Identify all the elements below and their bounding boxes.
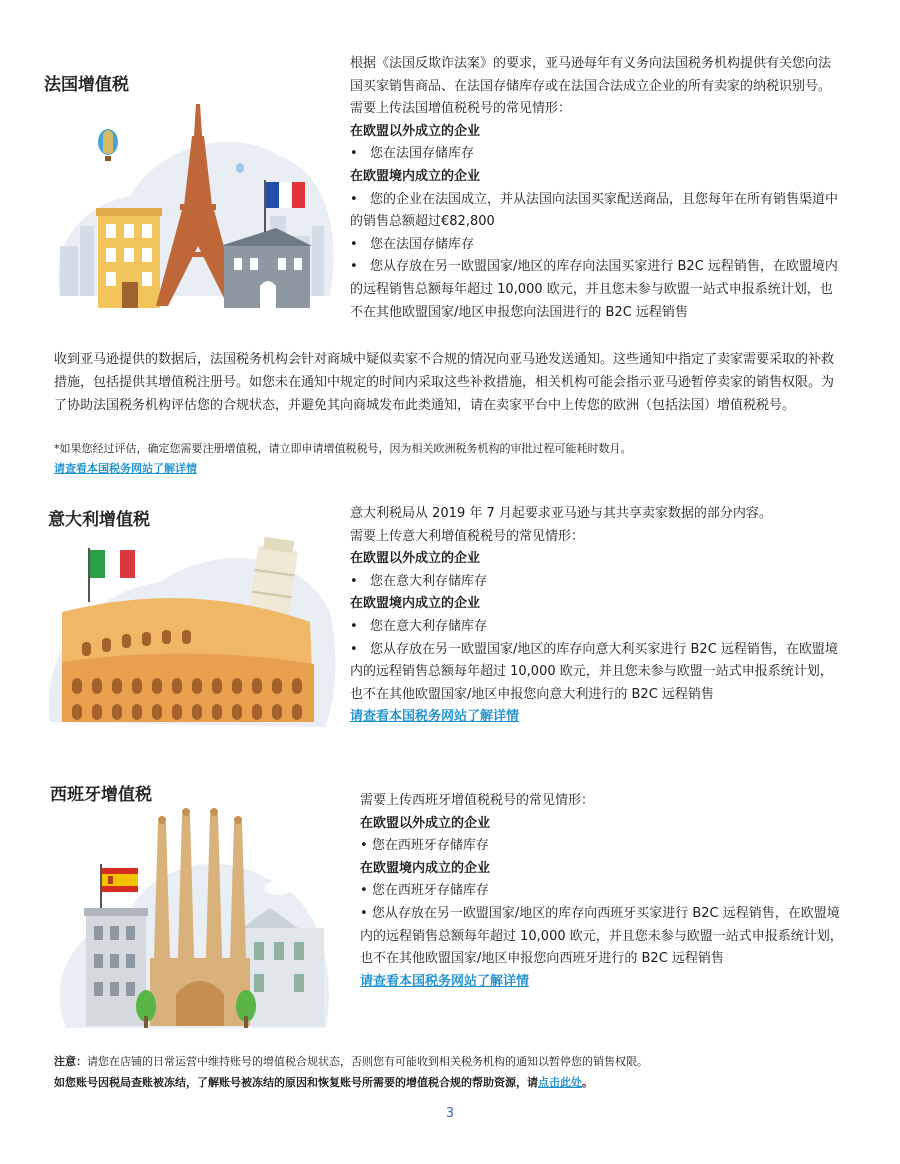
spain-illustration [46,808,338,1034]
list-item: • 您在意大利存储库存 [350,573,488,589]
list-item: • 您在法国存储库存 [350,236,475,252]
spain-intro-line: 需要上传西班牙增值税税号的常见情形： [360,793,595,808]
france-outside-eu-heading: 在欧盟以外成立的企业 [350,123,481,139]
spain-flag-icon [100,864,138,908]
france-text-column [350,53,860,324]
list-item: • 您在法国存储库存 [350,146,475,162]
list-item-continuation: 不在其他欧盟国家/地区申报您向法国进行的 B2C 远程销售 [350,304,688,320]
list-item-continuation: 的销售总额超过€82,800 [350,214,495,230]
italy-inside-eu-heading: 在欧盟境内成立的企业 [350,596,481,612]
click-here-link[interactable]: 点击此处 [538,1076,582,1089]
compliance-note [54,1051,648,1073]
note-text: 请您在店铺的日常运营中维持账号的增值税合规状态，否则您有可能收到相关税务机构的通知以暂停您的销售权限。 [87,1055,648,1068]
list-item: • 您从存放在另一欧盟国家/地区的库存向意大利买家进行 B2C 远程销售，在欧盟境 [350,641,838,657]
italy-intro-line: 意大利税局从 2019 年 7 月起要求亚马逊与其共享卖家数据的部分内容。 [350,506,772,521]
france-intro-line: 国买家销售商品、在法国存储库存或在法国合法成立企业的所有卖家的纳税识别号。 [350,78,832,94]
spain-section-title: 西班牙增值税 [50,785,152,805]
italy-outside-eu-heading: 在欧盟以外成立的企业 [350,551,481,567]
spain-inside-eu-heading: 在欧盟境内成立的企业 [360,860,491,876]
list-item-continuation: 内的远程销售总额每年超过 10,000 欧元，并且您未参与欧盟一站式申报系统计划， [350,664,833,680]
france-footnote: *如果您经过评估，确定您需要注册增值税，请立即申请增值税税号，因为相关欧洲税务机构的审批过程可能耗时数月。 [54,442,632,455]
italy-illustration [40,532,340,738]
note-label: 注意： [54,1055,87,1068]
list-item-continuation: 内的远程销售总额每年超过 10,000 欧元，并且您未参与欧盟一站式申报系统计划， [360,928,843,944]
spain-tax-website-link[interactable]: 请查看本国税务网站了解详情 [360,973,530,989]
spain-text-column [360,790,870,993]
spain-outside-eu-heading: 在欧盟以外成立的企业 [360,815,491,831]
list-item: • 您从存放在另一欧盟国家/地区的库存向法国买家进行 B2C 远程销售，在欧盟境内 [350,259,838,275]
list-item: • 您在西班牙存储库存 [360,838,489,854]
france-inside-eu-heading: 在欧盟境内成立的企业 [350,168,481,184]
france-section-title: 法国增值税 [44,75,129,95]
france-intro-line: 根据《法国反欺诈法案》的要求，亚马逊每年有义务向法国税务机构提供有关您向法 [350,56,832,71]
list-item: • 您在意大利存储库存 [350,618,488,634]
list-item: • 您的企业在法国成立，并从法国向法国买家配送商品，且您每年在所有销售渠道中 [350,191,839,207]
hot-air-balloon-icon [98,129,118,161]
frozen-account-note: 如您账号因税局查账被冻结，了解账号被冻结的原因和恢复账号所需要的增值税合规的帮助资源，请点击此处。 [54,1076,593,1089]
italy-tax-website-link[interactable]: 请查看本国税务网站了解详情 [350,709,520,725]
list-item: • 您从存放在另一欧盟国家/地区的库存向西班牙买家进行 B2C 远程销售，在欧盟境 [360,905,840,921]
italy-intro-line: 需要上传意大利增值税税号的常见情形： [350,528,585,544]
france-intro-line: 需要上传法国增值税税号的常见情形： [350,101,572,117]
france-tax-website-link[interactable]: 请查看本国税务网站了解详情 [54,462,197,475]
list-item: • 您在西班牙存储库存 [360,883,489,899]
italy-text-column [350,503,860,729]
list-item-continuation: 的远程销售总额每年超过 10,000 欧元，并且您未参与欧盟一站式申报系统计划，也 [350,281,833,297]
list-item-continuation: 也不在其他欧盟国家/地区申报您向意大利进行的 B2C 远程销售 [350,686,714,702]
italy-section-title: 意大利增值税 [48,510,150,530]
list-item-continuation: 也不在其他欧盟国家/地区申报您向西班牙进行的 B2C 远程销售 [360,951,724,967]
france-notice-paragraph: 收到亚马逊提供的数据后，法国税务机构会针对商城中疑似卖家不合规的情况向亚马逊发送通知。这些通知中指定了卖家需要采取的补救 措施，包括提供其增值税注册号。如您未在通知中规定的时间内采取这些补救措施，相关机构可能会指示亚马逊暂停卖家的销售权限。为 了协助法国税务机构评估您的合规状态，并避免其向商城发布此类通知，请在卖家平台中上传您的欧洲（包括法国）增值税税号。 [54,352,835,413]
page-number: 3 [445,1106,455,1121]
france-illustration [40,96,340,316]
